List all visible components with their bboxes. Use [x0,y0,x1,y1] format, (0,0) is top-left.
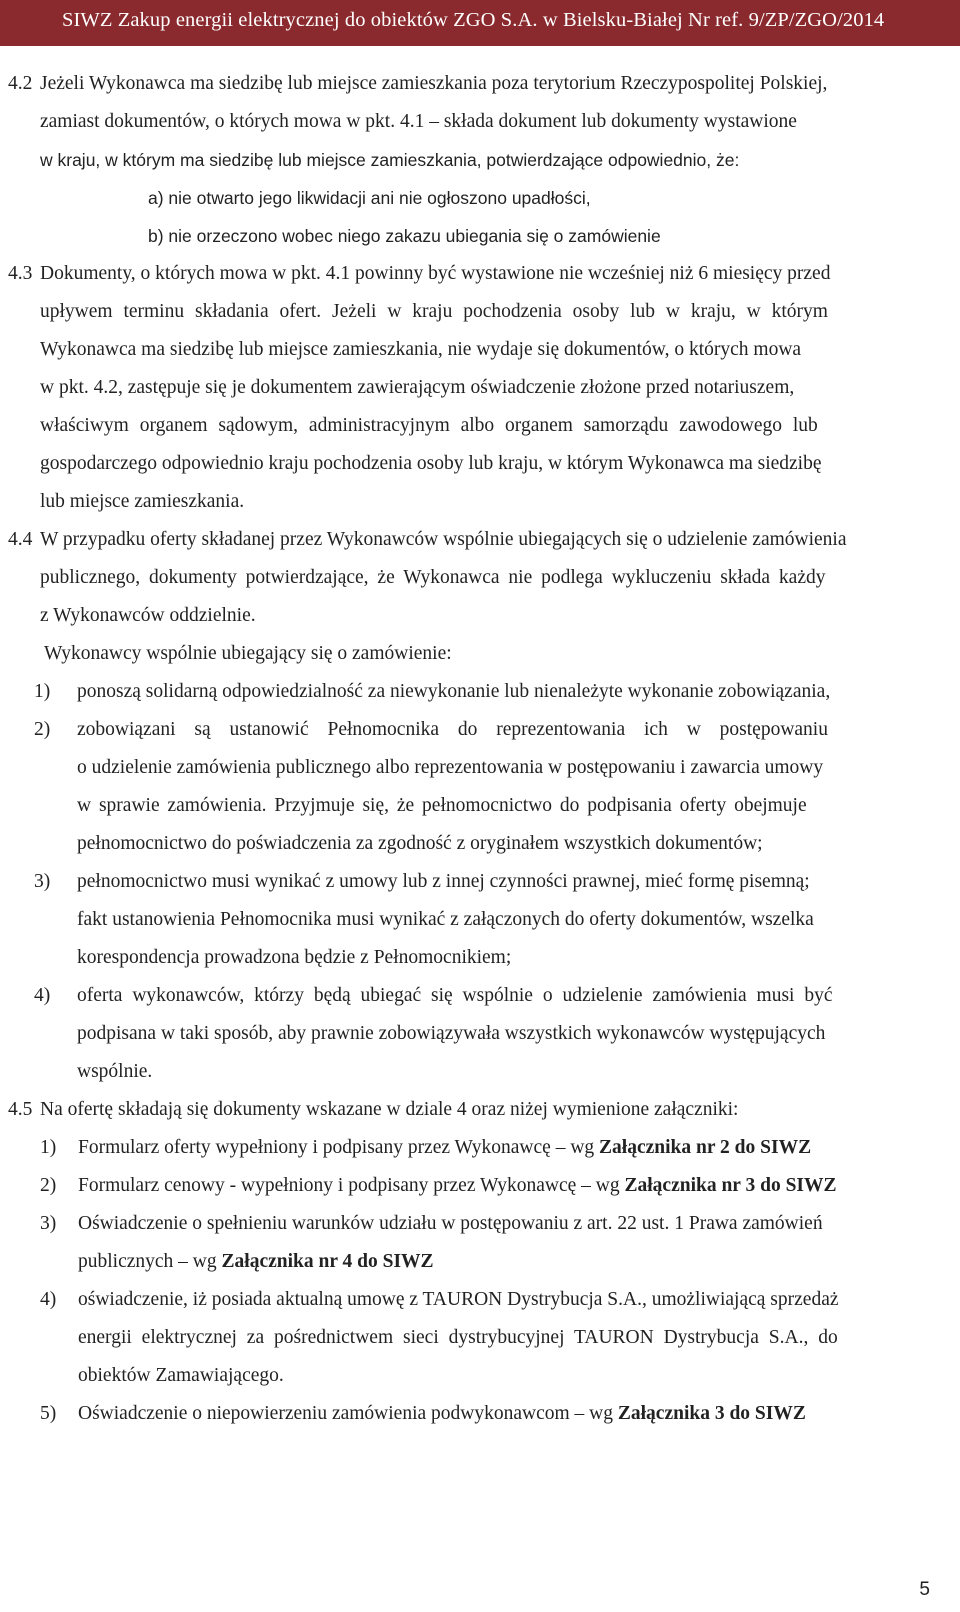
s44-item-4-line-2: podpisana w taki sposób, aby prawnie zobowiązywała wszystkich wykonawców występujących [77,1023,826,1044]
s45-item-1-bold: Załącznika nr 2 do SIWZ [599,1137,812,1158]
s44-intro: Wykonawcy wspólnie ubiegający się o zamówienie: [44,643,452,664]
s43-line-1: Dokumenty, o których mowa w pkt. 4.1 powinny być wystawione nie wcześniej niż 6 miesięcy przed [40,263,831,284]
section-number-4-5: 4.5 [8,1099,33,1120]
s45-item-3-line-1: Oświadczenie o spełnieniu warunków udziału w postępowaniu z art. 22 ust. 1 Prawa zamówień [78,1213,823,1234]
s45-line-1: Na ofertę składają się dokumenty wskazane w dziale 4 oraz niżej wymienione załączniki: [40,1099,739,1120]
s42-item-a: a) nie otwarto jego likwidacji ani nie ogłoszono upadłości, [148,188,591,208]
s45-item-4-line-3: obiektów Zamawiającego. [78,1365,284,1386]
s45-item-4-line-2: energii elektrycznej za pośrednictwem sieci dystrybucyjnej TAURON Dystrybucja S.A., do [78,1327,838,1348]
s45-item-2-text: Formularz cenowy - wypełniony i podpisany przez Wykonawcę – wg [78,1175,625,1196]
s44-item-2-line-1: zobowiązani są ustanowić Pełnomocnika do reprezentowania ich w postępowaniu [77,719,828,740]
s45-item-2-number: 2) [40,1175,57,1196]
s44-item-4-number: 4) [34,985,51,1006]
s44-item-3-line-1: pełnomocnictwo musi wynikać z umowy lub z innej czynności prawnej, mieć formę pisemną; [77,871,810,892]
s44-item-4-line-1: oferta wykonawców, którzy będą ubiegać się wspólnie o udzielenie zamówienia musi być [77,985,833,1006]
s45-item-2-bold: Załącznika nr 3 do SIWZ [624,1175,837,1196]
s44-item-2-number: 2) [34,719,51,740]
s45-item-3-bold: Załącznika nr 4 do SIWZ [221,1251,434,1272]
s45-item-5-number: 5) [40,1403,57,1424]
s42-line-1: Jeżeli Wykonawca ma siedzibę lub miejsce zamieszkania poza terytorium Rzeczypospolitej Polskiej, [40,73,828,94]
s43-line-6: gospodarczego odpowiednio kraju pochodzenia osoby lub kraju, w którym Wykonawca ma siedzibę [40,453,822,474]
s45-item-1-number: 1) [40,1137,57,1158]
s42-line-2 [40,110,932,134]
s42-item-b: b) nie orzeczono wobec niego zakazu ubiegania się o zamówienie [148,226,661,246]
s44-item-2-line-2: o udzielenie zamówienia publicznego albo reprezentowania w postępowaniu i zawarcia umowy [77,757,824,778]
page-number: 5 [919,1579,930,1600]
s44-item-3-line-2: fakt ustanowienia Pełnomocnika musi wynikać z załączonych do oferty dokumentów, wszelka [77,909,814,930]
s45-item-5-text: Oświadczenie o niepowierzeniu zamówienia podwykonawcom – wg [78,1403,618,1424]
s44-item-1-line-1: ponoszą solidarną odpowiedzialność za niewykonanie lub nienależyte wykonanie zobowiązania, [77,681,831,702]
s44-line-2: publicznego, dokumenty potwierdzające, że Wykonawca nie podlega wykluczeniu składa każdy [40,567,826,588]
s43-line-2: upływem terminu składania ofert. Jeżeli w kraju pochodzenia osoby lub w kraju, w którym [40,301,828,322]
s45-item-3-number: 3) [40,1213,57,1234]
s43-line-3: Wykonawca ma siedzibę lub miejsce zamieszkania, nie wydaje się dokumentów, o których mowa [40,339,802,360]
s44-item-3-number: 3) [34,871,51,892]
s43-line-5: właściwym organem sądowym, administracyjnym albo organem samorządu zawodowego lub [40,415,818,436]
s45-item-3-text: publicznych – wg [78,1251,222,1272]
header-bar [0,0,960,46]
section-number-4-3: 4.3 [8,263,33,284]
s42-line-3: w kraju, w którym ma siedzibę lub miejsce zamieszkania, potwierdzające odpowiednio, że: [40,150,740,170]
s44-item-2-line-3: w sprawie zamówienia. Przyjmuje się, że pełnomocnictwo do podpisania oferty obejmuje [77,795,807,816]
s45-item-1 [78,1136,811,1160]
s45-item-4-line-1: oświadczenie, iż posiada aktualną umowę z TAURON Dystrybucja S.A., umożliwiającą sprzedaż [78,1289,839,1310]
s44-item-4-line-3: wspólnie. [77,1061,153,1082]
s45-item-5-bold: Załącznika 3 do SIWZ [617,1403,806,1424]
s45-item-4-number: 4) [40,1289,57,1310]
document-header-title: SIWZ Zakup energii elektrycznej do obiektów ZGO S.A. w Bielsku-Białej Nr ref. 9/ZP/ZGO/2014 [62,9,885,31]
s44-item-2-line-4: pełnomocnictwo do poświadczenia za zgodność z oryginałem wszystkich dokumentów; [77,833,763,854]
s43-line-4: w pkt. 4.2, zastępuje się je dokumentem zawierającym oświadczenie złożone przed notariuszem, [40,377,795,398]
s42-line-2-text: zamiast dokumentów, o których mowa w pkt. 4.1 – składa dokument lub dokumenty wystawione [40,111,797,132]
s44-line-3: z Wykonawców oddzielnie. [40,605,256,626]
s43-line-7: lub miejsce zamieszkania. [40,491,245,512]
section-number-4-4: 4.4 [8,529,33,550]
s45-item-2 [78,1174,837,1198]
s45-item-5 [78,1402,806,1426]
s45-item-3-line-2 [78,1250,434,1274]
s44-line-1: W przypadku oferty składanej przez Wykonawców wspólnie ubiegających się o udzielenie zamówienia [40,529,847,550]
s45-item-1-text: Formularz oferty wypełniony i podpisany przez Wykonawcę – wg [78,1137,600,1158]
section-number-4-2: 4.2 [8,73,33,94]
s44-item-1-number: 1) [34,681,51,702]
s44-item-3-line-3: korespondencja prowadzona będzie z Pełnomocnikiem; [77,947,512,968]
